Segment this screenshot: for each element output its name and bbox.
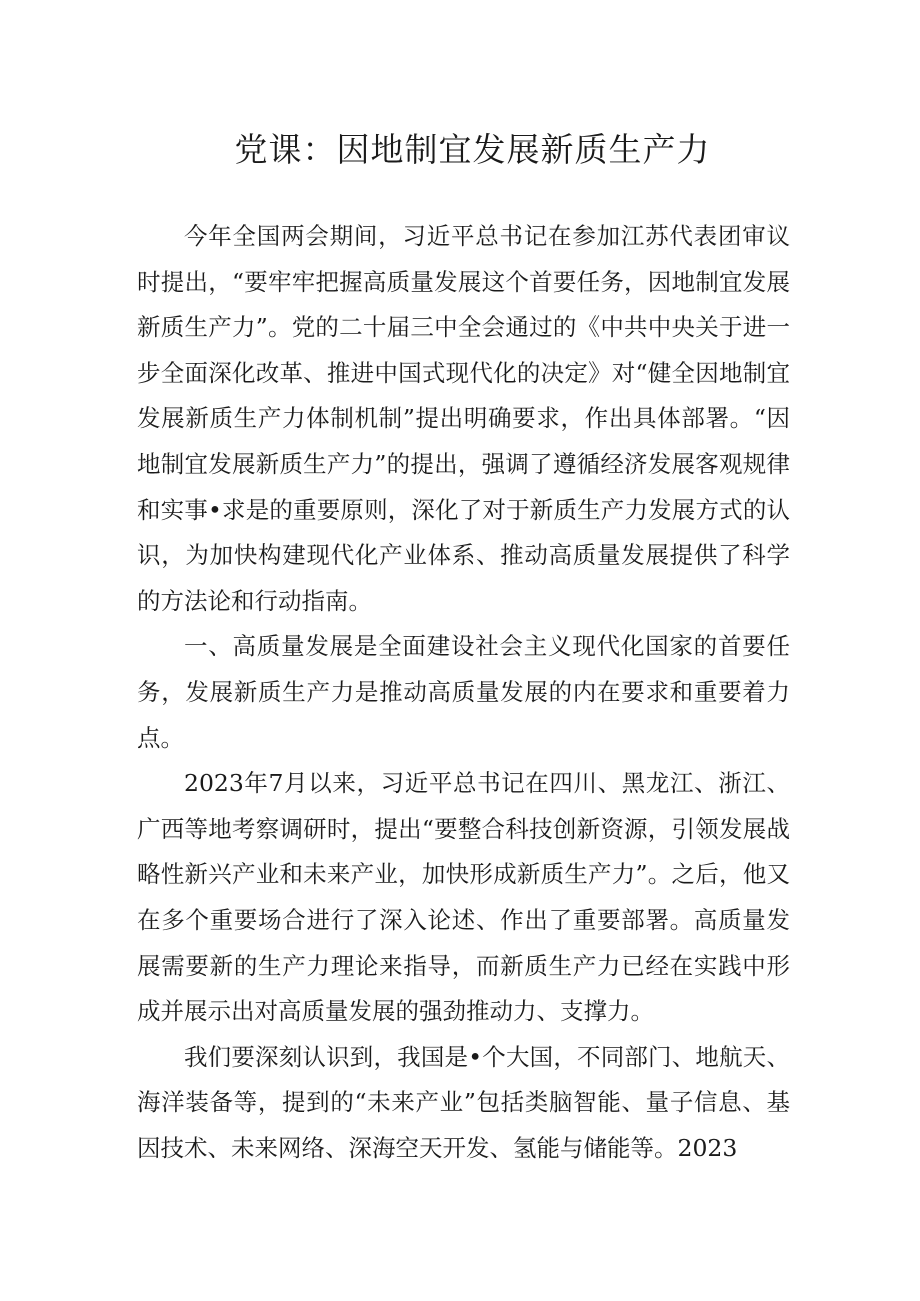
document-title: 党课：因地制宜发展新质生产力: [234, 130, 711, 169]
paragraph-section-one-heading: 一、高质量发展是全面建设社会主义现代化国家的首要任务，发展新质生产力是推动高质量发展的内在要求和重要着力点。: [137, 632, 790, 752]
paragraph-intro: 今年全国两会期间，习近平总书记在参加江苏代表团审议时提出，“要牢牢把握高质量发展这个首要任务，因地制宜发展新质生产力”。党的二十届三中全会通过的《中共中央关于进一步全面深化改革、推进中国式现代化的决定》对“健全因地制宜发展新质生产力体制机制”提出明确要求，作出具体部署。“因地制宜发展新质生产力”的提出，强调了遵循经济发展客观规律和实事•求是的重要原则，深化了对于新质生产力发展方式的认识，为加快构建现代化产业体系、推动高质量发展提供了科学的方法论和行动指南。: [137, 222, 790, 615]
document-body: [137, 214, 790, 1171]
paragraph-since-2023: 2023年7月以来，习近平总书记在四川、黑龙江、浙江、广西等地考察调研时，提出“要整合科技创新资源，引领发展战略性新兴产业和未来产业，加快形成新质生产力”。之后，他又在多个重要场合进行了深入论述、作出了重要部署。高质量发展需要新的生产力理论来指导，而新质生产力已经在实践中形成并展示出对高质量发展的强劲推动力、支撑力。: [137, 769, 790, 1026]
paragraph-future-industries: 我们要深刻认识到，我国是•个大国，不同部门、地航天、海洋装备等，提到的“未来产业”包括类脑智能、量子信息、基因技术、未来网络、深海空天开发、氢能与储能等。2023: [137, 1042, 790, 1162]
